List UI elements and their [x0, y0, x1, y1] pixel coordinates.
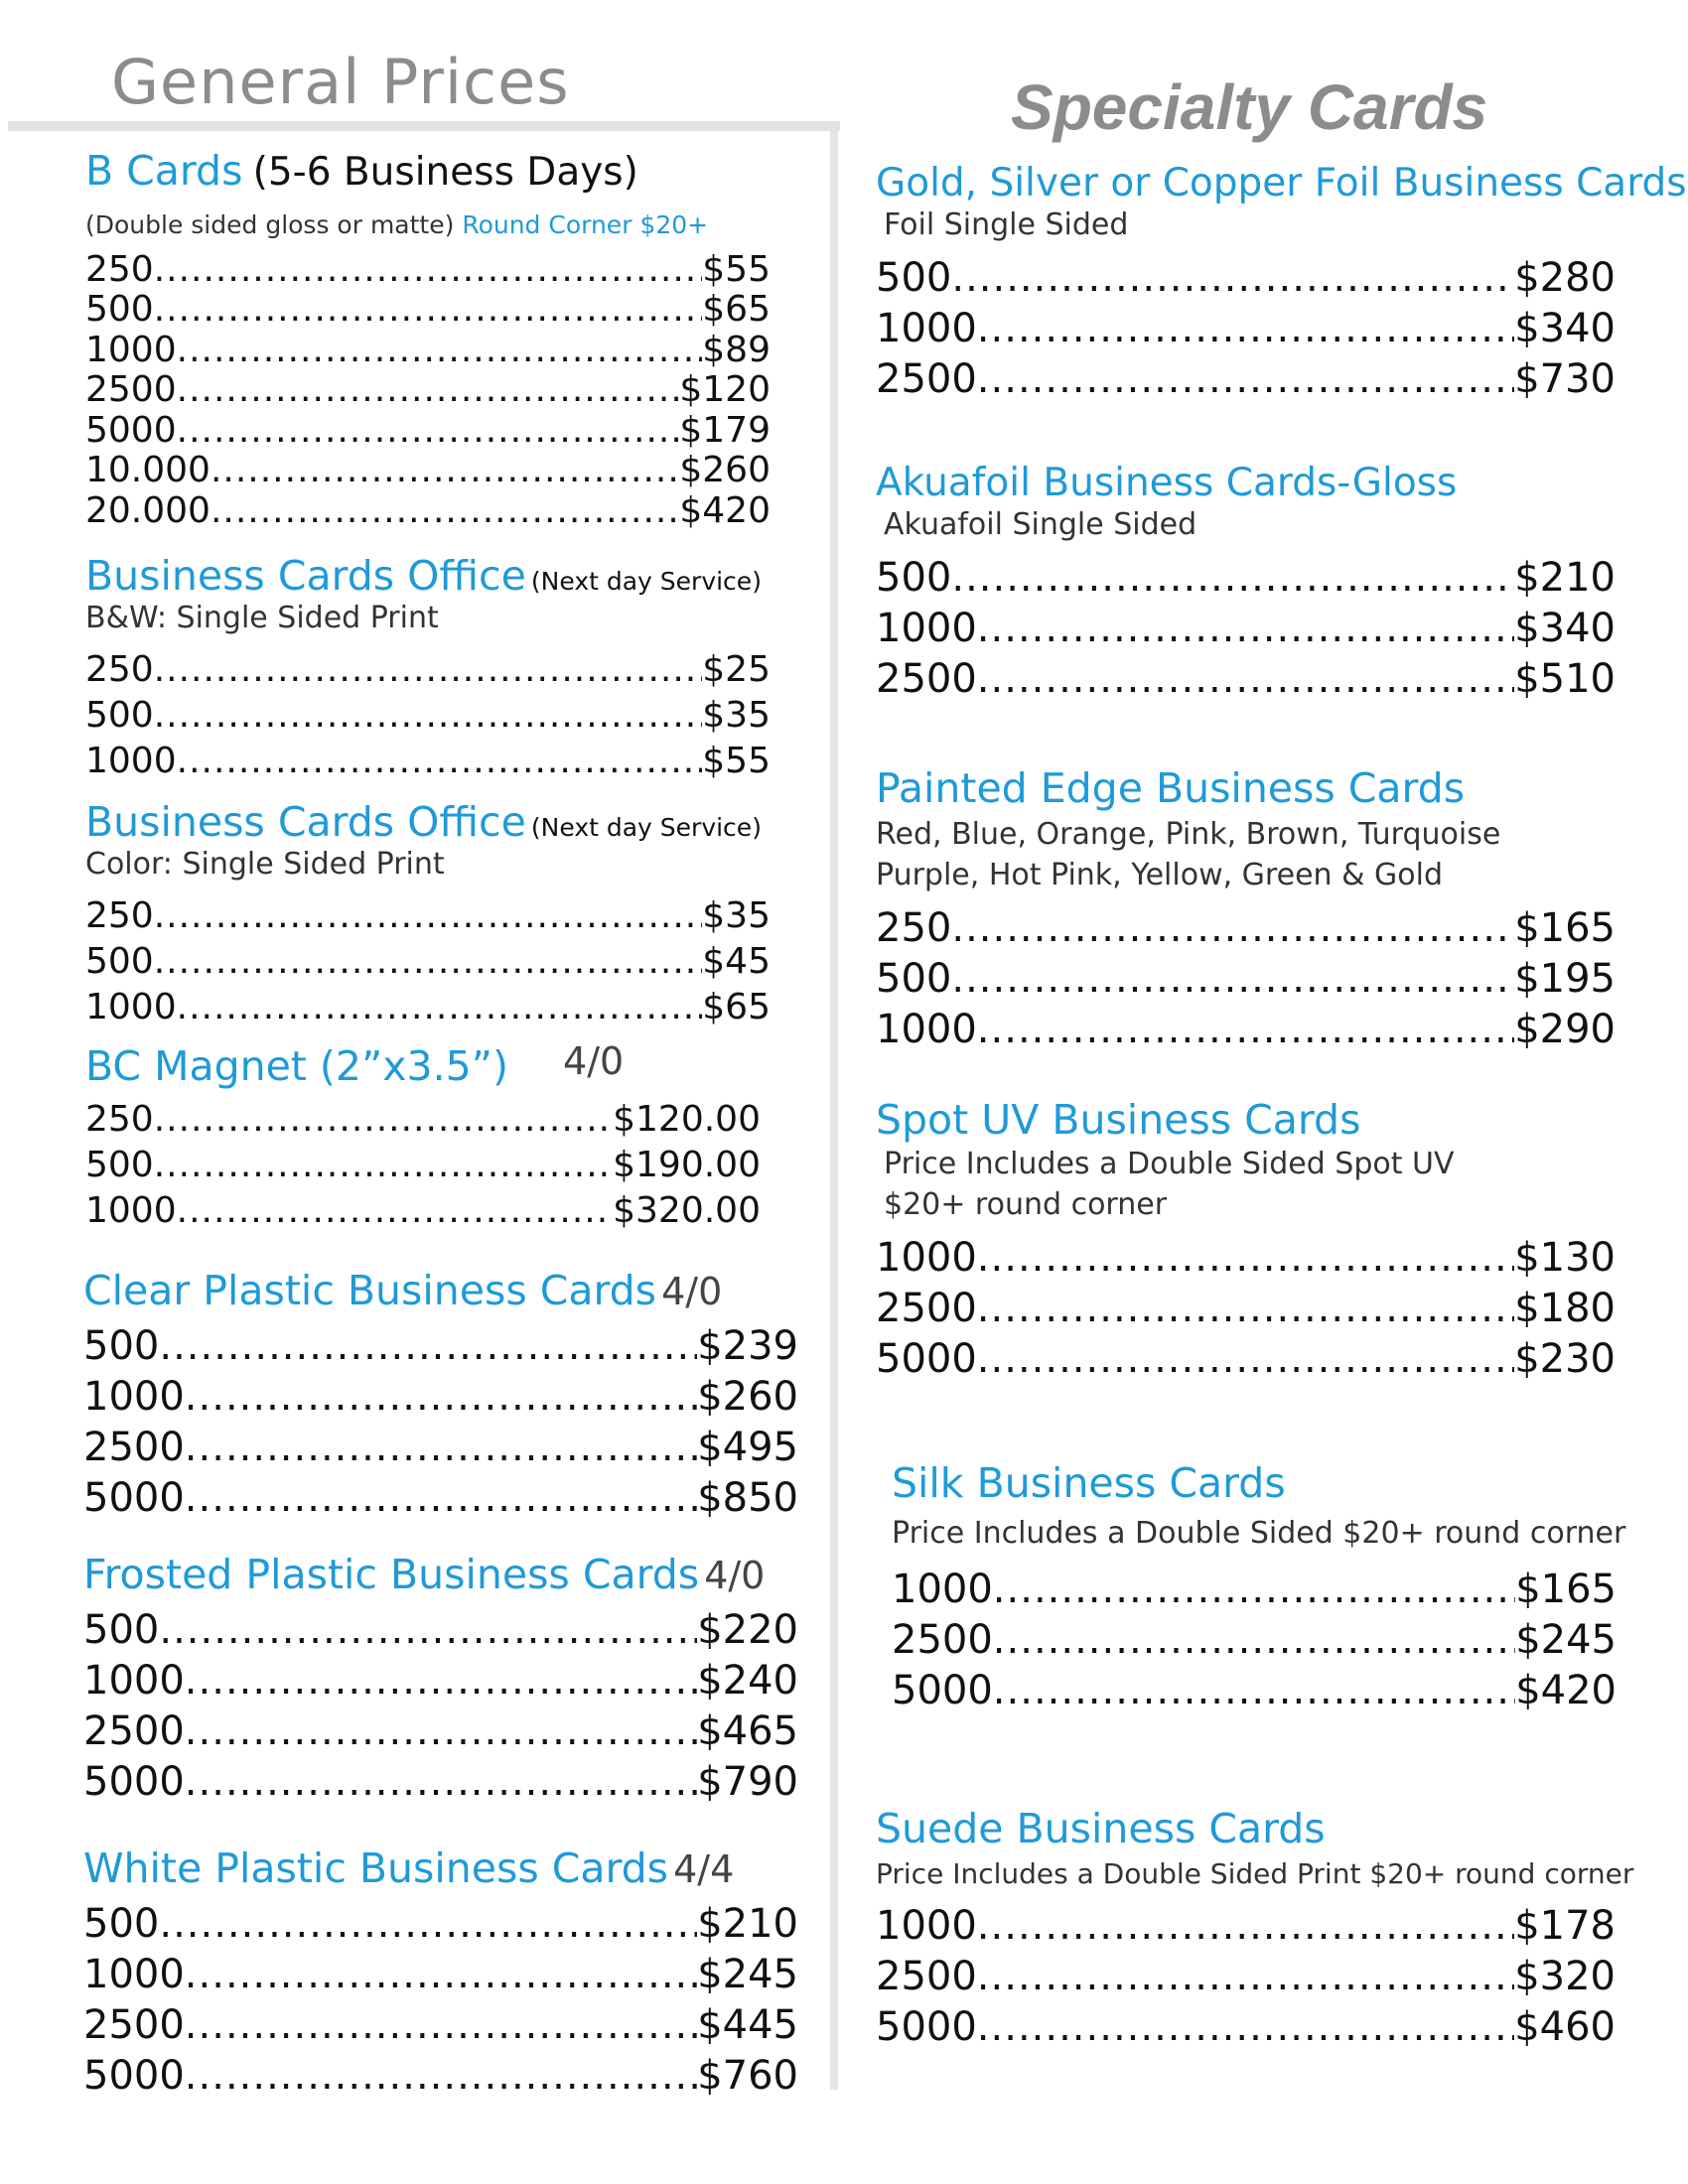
price: $510	[1514, 656, 1616, 703]
price-row	[83, 1605, 798, 1656]
quantity: 5000	[83, 2053, 185, 2100]
price: $340	[1514, 606, 1616, 652]
price: $190.00	[613, 1145, 761, 1186]
section-title: Business Cards Office	[85, 552, 526, 600]
dot-leader	[185, 1757, 697, 1808]
section-subtitle: Purple, Hot Pink, Yellow, Green & Gold	[876, 857, 1443, 892]
section-title: BC Magnet (2”x3.5”)	[85, 1042, 508, 1090]
price-row	[83, 1321, 798, 1372]
price-row	[85, 451, 771, 491]
quantity: 2500	[892, 1616, 993, 1663]
quantity: 2500	[83, 1425, 185, 1471]
section-clear-plastic	[83, 1269, 798, 1524]
dot-leader	[977, 1284, 1514, 1334]
section-b-cards	[85, 149, 771, 531]
quantity: 1000	[83, 1952, 185, 1998]
dot-leader	[211, 491, 679, 532]
section-subtitle	[85, 208, 771, 242]
price: $320	[1514, 1953, 1616, 1999]
price-row	[876, 1284, 1616, 1334]
price-list	[892, 1565, 1617, 1716]
price-row	[85, 1143, 761, 1188]
section-title: Business Cards Office	[85, 798, 526, 846]
price-row	[85, 893, 771, 939]
price-row	[85, 647, 771, 693]
price: $65	[702, 289, 771, 331]
section-frosted-plastic	[83, 1553, 798, 1808]
price-row	[876, 2002, 1616, 2053]
price-list	[85, 647, 771, 784]
dot-leader	[185, 1950, 697, 2000]
quantity: 500	[876, 956, 952, 1003]
price-row	[85, 250, 771, 291]
dot-leader	[185, 2000, 697, 2051]
dot-leader	[185, 1372, 697, 1423]
section-foil	[876, 163, 1687, 405]
dot-leader	[177, 739, 703, 784]
dot-leader	[159, 1605, 697, 1656]
quantity: 1000	[85, 329, 177, 370]
price: $65	[702, 986, 771, 1027]
price-row	[876, 1233, 1616, 1284]
section-subtitle: Color: Single Sided Print	[85, 847, 445, 883]
price-list	[876, 553, 1616, 705]
price: $340	[1514, 306, 1616, 352]
dot-leader	[154, 290, 703, 331]
quantity: 5000	[85, 409, 177, 451]
dot-leader	[951, 253, 1514, 304]
price: $55	[702, 248, 771, 290]
quantity: 1000	[83, 1374, 185, 1421]
price: $35	[702, 694, 771, 736]
quantity: 500	[876, 255, 952, 302]
price-row	[892, 1615, 1617, 1666]
price: $790	[697, 1759, 798, 1806]
dot-leader	[154, 1143, 613, 1188]
dot-leader	[154, 647, 703, 693]
section-title: Silk Business Cards	[892, 1459, 1286, 1507]
price: $89	[702, 329, 771, 370]
dot-leader	[159, 1321, 697, 1372]
price: $180	[1514, 1286, 1616, 1332]
section-bc-magnet	[85, 1039, 761, 1234]
column-divider	[830, 121, 838, 2090]
price-row	[83, 1473, 798, 1524]
section-title: Akuafoil Business Cards-Gloss	[876, 461, 1458, 505]
section-title: Gold, Silver or Copper Foil Business Cards	[876, 161, 1687, 205]
price-list	[85, 250, 771, 532]
quantity: 2500	[876, 1953, 977, 1999]
price-row	[85, 290, 771, 331]
round-corner-note: Round Corner $20+	[462, 209, 709, 239]
quantity: 500	[85, 289, 154, 331]
price-row	[892, 1666, 1617, 1716]
section-subtitle: B&W: Single Sided Print	[85, 601, 439, 636]
section-spot-uv	[876, 1098, 1616, 1385]
price-list	[83, 1321, 798, 1524]
section-heading	[83, 1269, 798, 1313]
price-row	[85, 693, 771, 739]
price-row	[83, 1656, 798, 1706]
general-prices-title: General Prices	[111, 46, 570, 118]
quantity: 1000	[876, 1902, 977, 1949]
section-heading	[876, 163, 1687, 205]
quantity: 1000	[85, 740, 177, 781]
quantity: 250	[85, 1099, 154, 1141]
section-title: Painted Edge Business Cards	[876, 764, 1466, 812]
price: $45	[702, 940, 771, 982]
section-suede	[876, 1807, 1633, 2053]
section-white-plastic	[83, 1846, 798, 2102]
price-row	[83, 1423, 798, 1473]
quantity: 2500	[876, 1286, 977, 1332]
section-office-bw	[85, 554, 771, 784]
specialty-cards-title: Specialty Cards	[1011, 71, 1488, 143]
quantity: 1000	[83, 1658, 185, 1705]
price: $55	[702, 740, 771, 781]
section-title: B Cards	[85, 147, 243, 195]
price-row	[876, 654, 1616, 705]
price-list	[83, 1605, 798, 1808]
quantity: 5000	[83, 1759, 185, 1806]
quantity: 20.000	[85, 489, 211, 531]
dot-leader	[977, 1952, 1514, 2002]
quantity: 5000	[876, 2003, 977, 2050]
price: $460	[1514, 2003, 1616, 2050]
quantity: 5000	[892, 1667, 993, 1713]
price-row	[876, 903, 1616, 954]
quantity: 1000	[85, 986, 177, 1027]
price: $120.00	[613, 1099, 761, 1141]
price-row	[876, 1334, 1616, 1385]
quantity: 2500	[83, 2002, 185, 2049]
color-spec-badge: 4/0	[661, 1270, 723, 1313]
quantity: 5000	[83, 1475, 185, 1522]
price-row	[876, 304, 1616, 354]
price-list	[85, 893, 771, 1030]
quantity: 2500	[85, 369, 177, 411]
color-spec-badge: 4/0	[563, 1039, 625, 1083]
price-row	[83, 1706, 798, 1757]
color-spec-badge: 4/4	[673, 1847, 735, 1891]
price-row	[85, 939, 771, 985]
quantity: 500	[85, 694, 154, 736]
price: $495	[697, 1425, 798, 1471]
dot-leader	[977, 1233, 1514, 1284]
section-subtitle: Foil Single Sided	[884, 206, 1129, 242]
dot-leader	[185, 1706, 697, 1757]
price-row	[876, 253, 1616, 304]
price: $290	[1514, 1007, 1616, 1053]
dot-leader	[177, 370, 680, 411]
section-title: Frosted Plastic Business Cards	[83, 1551, 700, 1598]
section-subtitle: Price Includes a Double Sided Spot UV	[884, 1147, 1455, 1182]
price: $420	[1515, 1667, 1617, 1713]
dot-leader	[154, 893, 703, 939]
quantity: 1000	[892, 1566, 993, 1612]
dot-leader	[177, 411, 680, 452]
section-heading	[85, 1039, 761, 1090]
section-heading	[892, 1461, 1625, 1506]
section-title: Suede Business Cards	[876, 1805, 1326, 1852]
quantity: 1000	[876, 1235, 977, 1282]
quantity: 500	[85, 1145, 154, 1186]
quantity: 500	[85, 940, 154, 982]
price: $178	[1514, 1902, 1616, 1949]
section-heading	[876, 1807, 1633, 1851]
section-heading	[85, 554, 771, 599]
service-note: (Next day Service)	[530, 813, 762, 842]
price-row	[876, 954, 1616, 1005]
section-subtitle: Akuafoil Single Sided	[884, 506, 1197, 542]
dot-leader	[977, 1005, 1514, 1055]
quantity: 250	[85, 648, 154, 690]
dot-leader	[977, 1334, 1514, 1385]
price: $35	[702, 894, 771, 936]
price: $230	[1514, 1336, 1616, 1383]
price: $179	[679, 409, 771, 451]
price-row	[83, 2051, 798, 2102]
section-heading	[85, 149, 771, 195]
turnaround-note: (5-6 Business Days)	[252, 150, 638, 195]
price-row	[83, 2000, 798, 2051]
price: $165	[1514, 905, 1616, 952]
price-list	[85, 1097, 761, 1234]
quantity: 500	[83, 1607, 160, 1654]
section-subtitle: Red, Blue, Orange, Pink, Brown, Turquoise	[876, 817, 1501, 853]
section-title: Clear Plastic Business Cards	[83, 1267, 657, 1314]
section-heading	[876, 463, 1616, 505]
price-row	[876, 354, 1616, 405]
quantity: 5000	[876, 1336, 977, 1383]
price: $245	[1515, 1616, 1617, 1663]
quantity: 500	[83, 1323, 160, 1370]
color-spec-badge: 4/0	[704, 1554, 766, 1597]
price: $280	[1514, 255, 1616, 302]
price-row	[85, 491, 771, 532]
quantity: 10.000	[85, 450, 211, 491]
dot-leader	[951, 903, 1514, 954]
quantity: 2500	[83, 1708, 185, 1755]
price: $220	[697, 1607, 798, 1654]
quantity: 2500	[876, 356, 977, 403]
dot-leader	[951, 553, 1514, 604]
price: $195	[1514, 956, 1616, 1003]
price-row	[85, 411, 771, 452]
section-silk	[892, 1461, 1625, 1716]
quantity: 1000	[876, 1007, 977, 1053]
price: $165	[1515, 1566, 1617, 1612]
section-painted-edge	[876, 766, 1616, 1055]
price: $120	[679, 369, 771, 411]
dot-leader	[185, 1423, 697, 1473]
quantity: 2500	[876, 656, 977, 703]
section-subtitle: Price Includes a Double Sided Print $20+ round corner	[876, 1857, 1634, 1891]
dot-leader	[993, 1615, 1515, 1666]
dot-leader	[211, 451, 679, 491]
section-heading	[876, 766, 1616, 811]
section-title: White Plastic Business Cards	[83, 1844, 668, 1892]
dot-leader	[185, 1656, 697, 1706]
dot-leader	[993, 1666, 1515, 1716]
price-row	[83, 1899, 798, 1950]
paper-note: (Double sided gloss or matte)	[85, 209, 455, 239]
price: $260	[697, 1374, 798, 1421]
price-list	[876, 1233, 1616, 1385]
price: $465	[697, 1708, 798, 1755]
section-subtitle: $20+ round corner	[884, 1186, 1168, 1222]
dot-leader	[159, 1899, 697, 1950]
price: $245	[697, 1952, 798, 1998]
price-row	[876, 1952, 1616, 2002]
price: $130	[1514, 1235, 1616, 1282]
price-row	[85, 739, 771, 784]
price: $320.00	[613, 1190, 761, 1232]
price-list	[876, 1901, 1616, 2053]
dot-leader	[977, 2002, 1514, 2053]
quantity: 1000	[85, 1190, 177, 1232]
service-note: (Next day Service)	[530, 567, 762, 596]
section-subtitle: Price Includes a Double Sided $20+ round corner	[892, 1516, 1626, 1552]
price-list	[876, 903, 1616, 1055]
price: $210	[1514, 555, 1616, 602]
quantity: 250	[85, 894, 154, 936]
section-heading	[83, 1553, 798, 1597]
price-row	[876, 553, 1616, 604]
section-heading	[876, 1098, 1616, 1143]
price-row	[85, 370, 771, 411]
dot-leader	[185, 2051, 697, 2102]
section-heading	[85, 800, 771, 845]
price-list	[83, 1899, 798, 2102]
price: $25	[702, 648, 771, 690]
price-row	[876, 1901, 1616, 1952]
dot-leader	[154, 1097, 613, 1143]
dot-leader	[977, 1901, 1514, 1952]
section-heading	[83, 1846, 798, 1891]
dot-leader	[177, 331, 703, 371]
quantity: 1000	[876, 606, 977, 652]
dot-leader	[154, 939, 703, 985]
price-row	[83, 1372, 798, 1423]
quantity: 500	[83, 1901, 160, 1948]
price-row	[85, 1097, 761, 1143]
quantity: 500	[876, 555, 952, 602]
price-row	[85, 985, 771, 1030]
dot-leader	[185, 1473, 697, 1524]
price-row	[876, 604, 1616, 654]
price: $240	[697, 1658, 798, 1705]
dot-leader	[154, 250, 703, 291]
dot-leader	[951, 954, 1514, 1005]
price: $850	[697, 1475, 798, 1522]
price: $260	[679, 450, 771, 491]
dot-leader	[993, 1565, 1515, 1615]
section-akuafoil	[876, 463, 1616, 705]
price-row	[83, 1757, 798, 1808]
price: $420	[679, 489, 771, 531]
dot-leader	[154, 693, 703, 739]
dot-leader	[977, 654, 1514, 705]
dot-leader	[177, 1188, 614, 1234]
price-row	[876, 1005, 1616, 1055]
dot-leader	[177, 985, 703, 1030]
price-row	[85, 331, 771, 371]
quantity: 250	[876, 905, 952, 952]
title-underline	[8, 121, 840, 131]
price-row	[892, 1565, 1617, 1615]
price: $730	[1514, 356, 1616, 403]
dot-leader	[977, 304, 1514, 354]
price-row	[85, 1188, 761, 1234]
quantity: 1000	[876, 306, 977, 352]
dot-leader	[977, 354, 1514, 405]
price: $210	[697, 1901, 798, 1948]
dot-leader	[977, 604, 1514, 654]
quantity: 250	[85, 248, 154, 290]
price-row	[83, 1950, 798, 2000]
section-title: Spot UV Business Cards	[876, 1096, 1361, 1144]
price: $445	[697, 2002, 798, 2049]
price: $239	[697, 1323, 798, 1370]
price-list	[876, 253, 1616, 405]
price: $760	[697, 2053, 798, 2100]
section-office-color	[85, 800, 771, 1030]
